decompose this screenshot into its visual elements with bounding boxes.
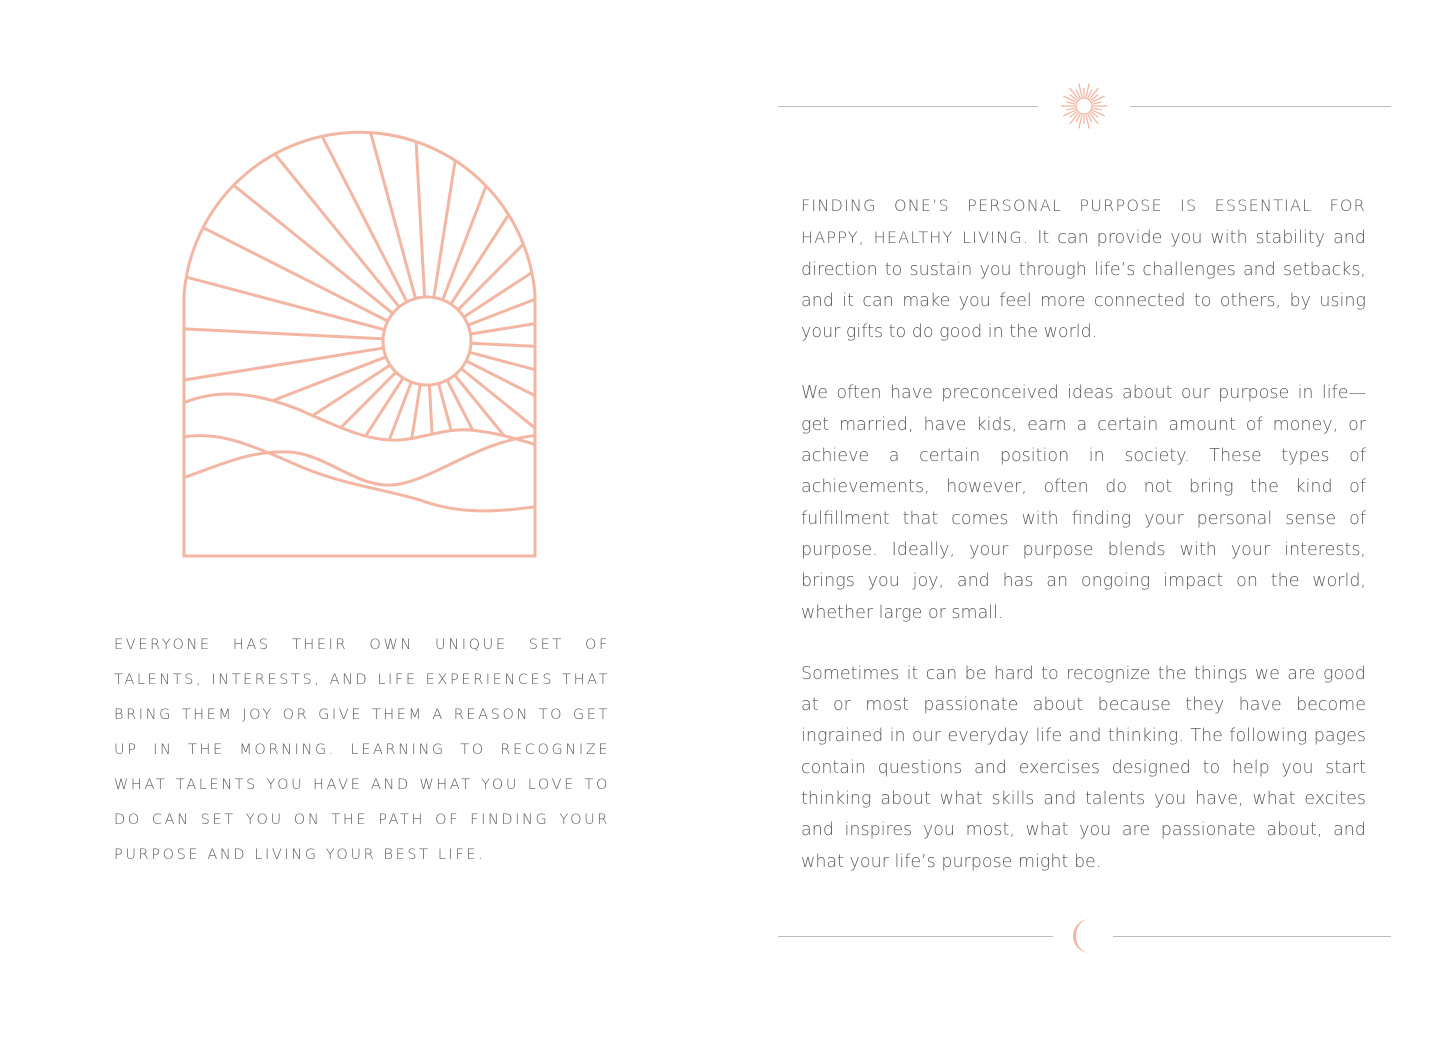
- left-page-body: EVERYONE HAS THEIR OWN UNIQUE SET OF TALENTS, INTERESTS, AND LIFE EXPERIENCES THAT BRING THEM JOY OR GIVE THEM A REASON TO GET UP IN THE MORNING. LEARNING TO RECOGNIZE WHAT TALENTS YOU HAVE AND WHAT YOU LOVE TO DO CAN SET YOU ON THE PATH OF FINDING YOUR PURPOSE AND LIVING YOUR BEST LIFE.: [114, 637, 610, 863]
- sun-ray: [451, 0, 698, 304]
- sun-icon-ray: [1066, 102, 1075, 104]
- sun-icon-ray: [1063, 96, 1076, 102]
- top-rule-left: [778, 106, 1038, 107]
- bottom-rule-right: [1113, 936, 1391, 937]
- sun-icon: [1059, 81, 1109, 131]
- right-page-body: [801, 190, 1366, 908]
- sun-ray: [0, 115, 388, 321]
- paragraph-1: [801, 190, 1366, 348]
- sun-icon-ray: [1093, 108, 1102, 110]
- sun-ray: [443, 0, 605, 300]
- paragraph-text: It can provide you with stability and direction to sustain you through life’s challenges and setbacks, and it can make you feel more connected to others, by using your gifts to do good in the world.: [801, 228, 1366, 343]
- sun-icon-ray: [1066, 108, 1075, 110]
- paragraph-lead: FINDING ONE’S PERSONAL PURPOSE IS ESSENTIAL FOR HAPPY, HEALTHY LIVING.: [801, 196, 1366, 248]
- paragraph-3: Sometimes it can be hard to recognize the things we are good at or most passionate about because they have become ingrained in our everyday life and thinking. The following pages contain questions and exercises designed to help you start thinking about what skills and talents you have, what excites and inspires you most, what you are passionate about, and what your life’s purpose might be.: [801, 663, 1366, 872]
- sun-ray: [458, 0, 780, 310]
- crescent-moon-icon: [1070, 917, 1100, 955]
- sun-ray: [0, 316, 383, 339]
- sun-icon-ray: [1092, 96, 1105, 102]
- sun-icon-ray: [1093, 102, 1102, 104]
- top-rule-right: [1130, 106, 1391, 107]
- sun-icon-ray: [1063, 110, 1076, 116]
- sun-ray: [111, 0, 399, 307]
- sun-ray: [0, 213, 384, 330]
- sun-icon-ray: [1092, 110, 1105, 116]
- ground-mask: [180, 394, 540, 560]
- paragraph-2: We often have preconceived ideas about our purpose in life—get married, have kids, earn a certain amount of money, or achieve a certain position in society. These types of achievements, however, often do not bring the kind of fulfillment that comes with finding your personal sense of purpose. Ideally, your purpose blends with your interests, brings you joy, and has an ongoing impact on the world, whether large or small.: [801, 383, 1366, 623]
- bottom-rule-left: [778, 936, 1053, 937]
- sun-ray: [434, 0, 504, 298]
- sun: [383, 297, 471, 385]
